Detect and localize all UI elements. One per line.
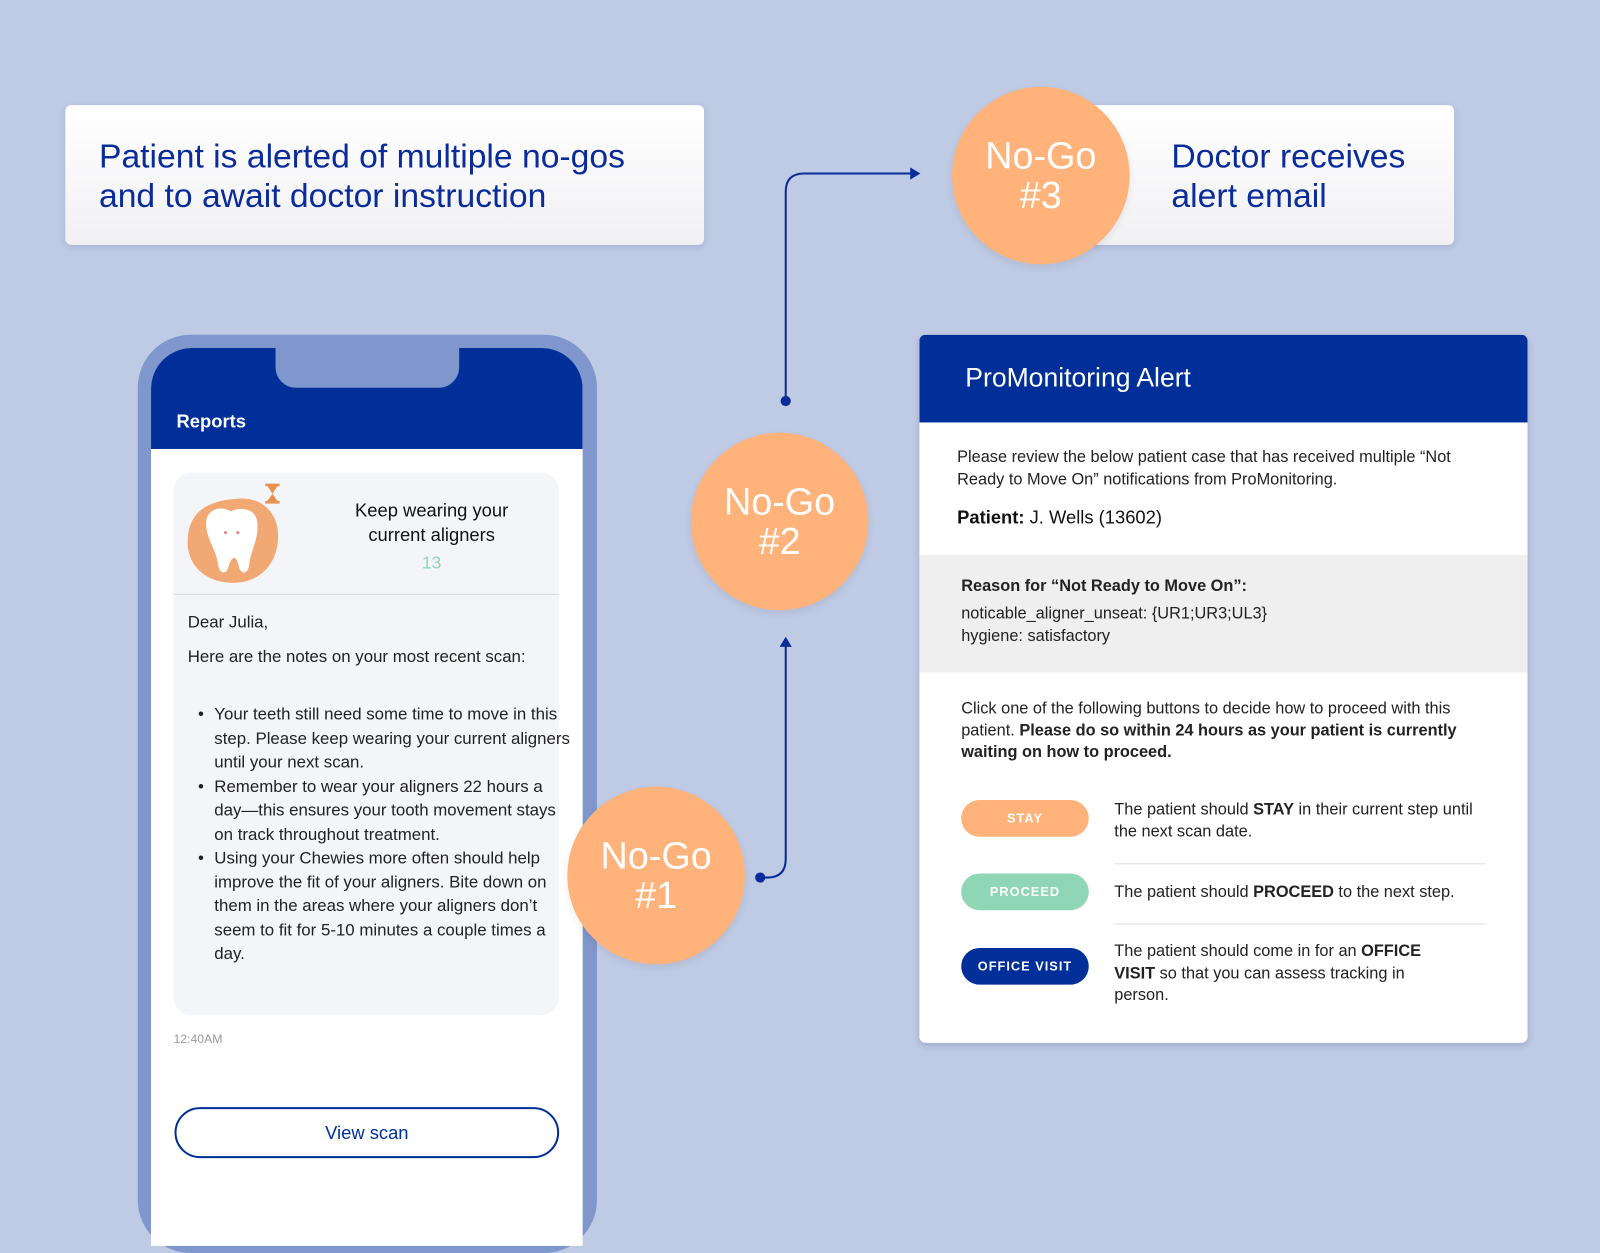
email-header [919,335,1527,423]
note-text: Remember to wear your aligners 22 hours a day—this ensures your tooth movement stays on track throughout treatment. [214,777,556,844]
card-divider [173,594,559,595]
note-item: • Using your Chewies more often should help improve the fit of your aligners. Bite down on them in the areas where your aligners don’t seem to fit for 5-10 minutes a couple times a day. [197,848,547,964]
notes-list [188,703,572,967]
divider [1114,923,1485,924]
timestamp: 12:40AM [173,1031,223,1046]
card-title [316,498,547,576]
note-item: • Remember to wear your aligners 22 hours a day—this ensures your tooth movement stays on track throughout treatment. [197,777,556,844]
desc-bold: PROCEED [1253,883,1334,902]
note-text: Using your Chewies more often should help improve the fit of your aligners. Bite down on them in the areas where your aligners don’t seem to fit for 5-10 minutes a couple times a day. [214,848,547,964]
card-title-line: current aligners [368,524,495,545]
tooth-illustration-icon [184,481,286,587]
badge-number: #3 [1019,174,1062,217]
stay-description [1114,799,1492,843]
connector-dot [755,872,765,882]
badge-label: No-Go [985,134,1097,177]
proceed-button[interactable]: PROCEED [961,873,1089,910]
callout-line: Doctor receives [1171,136,1406,175]
badge-label: No-Go [723,480,836,523]
desc-text: to the next step. [1333,883,1455,902]
desc-text: The patient should come in for an [1114,942,1362,961]
view-scan-button[interactable]: View scan [174,1107,559,1158]
connector-1-to-2 [760,645,786,878]
reason-line: hygiene: satisfactory [961,627,1111,645]
note-item: • Your teeth still need some time to move in this step. Please keep wearing your current aligners until your next scan. [197,705,570,772]
card-title-line: Keep wearing your [355,499,509,521]
instruction-text [961,698,1481,764]
phone-mockup [138,335,597,1253]
reason-line: noticable_aligner_unseat: {UR1;UR3;UL3} [961,605,1268,623]
phone-notch [276,348,460,388]
email-intro: Please review the below patient case that has received multiple “Not Ready to Move On” notifications from ProMonitoring. [957,448,1451,489]
badge-number: #2 [758,520,801,563]
note-text: Your teeth still need some time to move in this step. Please keep wearing your current aligners until your next scan. [214,705,570,772]
patient-info [957,507,1162,528]
aligner-number: 13 [421,553,442,573]
office-visit-button[interactable]: OFFICE VISIT [961,948,1089,985]
reason-section [919,555,1527,672]
desc-text: The patient should [1114,883,1254,902]
office-visit-description [1114,941,1430,1007]
report-card [173,472,570,1015]
greeting: Dear Julia, [187,613,269,632]
callout-line: Patient is alerted of multiple no-gos [98,136,625,175]
instruction-plain: Click one of the following buttons to decide how to proceed with this patient. [961,699,1451,740]
desc-bold: STAY [1253,801,1294,819]
divider [1114,863,1485,864]
desc-text: in their current step until the next scan date. [1114,801,1473,841]
callout-line: and to await doctor instruction [98,176,547,215]
badge-number: #1 [635,874,678,917]
nogo-badge-1 [567,787,745,965]
header-title: Reports [176,411,246,432]
reason-title: Reason for “Not Ready to Move On”: [961,577,1247,595]
desc-text: The patient should [1114,801,1254,819]
instruction-bold: Please do so within 24 hours as your patient is currently waiting on how to proceed. [961,721,1457,762]
patient-callout [65,105,704,245]
proceed-description [1114,882,1502,904]
desc-text: so that you can assess tracking in person. [1114,964,1405,1005]
phone-screen [151,348,583,1246]
arrow-up-icon [780,637,792,647]
email-title: ProMonitoring Alert [965,362,1191,393]
arrow-right-icon [910,167,920,179]
badge-label: No-Go [600,834,712,877]
connector-2-to-3 [786,173,913,401]
intro-text: Here are the notes on your most recent scan: [187,647,526,667]
nogo-badge-2 [691,433,869,611]
nogo-badge-3 [952,87,1130,265]
stay-button[interactable]: STAY [961,800,1089,837]
callout-line: alert email [1171,176,1327,215]
connector-dot [781,396,791,406]
desc-bold: OFFICE VISIT [1114,942,1422,983]
patient-value: J. Wells (13602) [1029,507,1162,528]
alert-email [919,335,1527,1043]
patient-label: Patient: [957,507,1025,528]
